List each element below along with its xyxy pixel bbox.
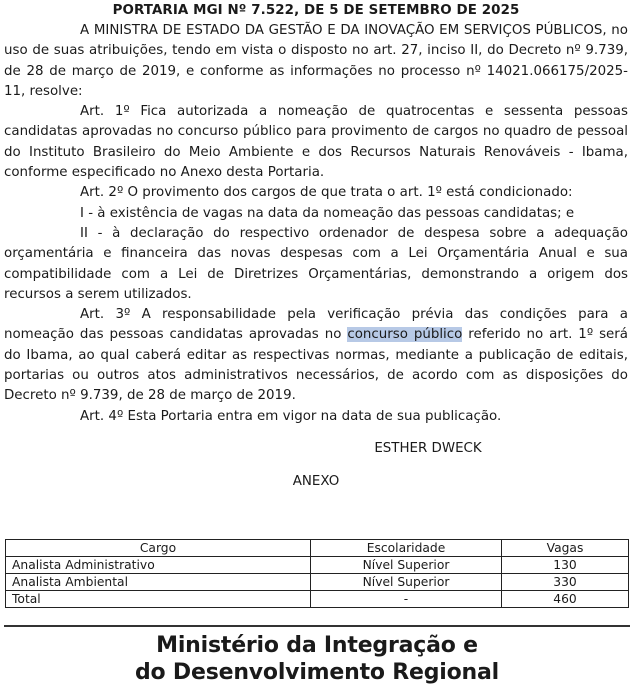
article-2-item-ii: II - à declaração do respectivo ordenador de despesa sobre a adequação orçamentária e financeira das novas despesas com a Lei Orçamentária Anual e sua compatibilidade com a Lei de Diretrizes Orçamentárias, demonstrando a origem dos recursos a serem utilizados. <box>4 225 628 302</box>
article-3-text-before: Art. 3º A responsabilidade pela verificação prévia das condições para a nomeação das pessoas candidatas aprovadas no <box>4 307 628 343</box>
annex-table <box>5 539 629 608</box>
header-escolaridade: Escolaridade <box>311 540 502 557</box>
ministry-heading <box>0 632 634 686</box>
ministry-heading-line-2: do Desenvolvimento Regional <box>135 660 499 685</box>
search-highlight: concurso público <box>347 327 463 343</box>
ordinance-title: PORTARIA MGI Nº 7.522, DE 5 DE SETEMBRO DE 2025 <box>112 3 520 18</box>
table-header-row <box>6 540 629 557</box>
cell-escolaridade: Nível Superior <box>311 574 502 591</box>
article-3 <box>4 305 628 406</box>
article-3-text-after: referido no art. 1º será do Ibama, ao qual caberá editar as respectivas normas, mediante a publicação de editais, portarias ou outros atos administrativos necessários, de acordo com as disposições do Decreto nº 9.739, de 28 de março de 2019. <box>4 327 628 404</box>
cell-cargo: Analista Administrativo <box>6 557 311 574</box>
table-row <box>6 557 629 574</box>
signature: ESTHER DWECK <box>374 440 482 456</box>
cell-escolaridade: Nível Superior <box>311 557 502 574</box>
article-4: Art. 4º Esta Portaria entra em vigor na data de sua publicação. <box>80 408 502 424</box>
header-vagas: Vagas <box>502 540 629 557</box>
article-2-item-i: I - à existência de vagas na data da nomeação das pessoas candidatas; e <box>80 205 575 221</box>
ministry-heading-line-1: Ministério da Integração e <box>156 633 478 658</box>
header-cargo: Cargo <box>6 540 311 557</box>
cell-cargo: Total <box>6 591 311 608</box>
document-page <box>4 0 628 494</box>
cell-vagas: 130 <box>502 557 629 574</box>
annex-title: ANEXO <box>292 474 340 490</box>
cell-cargo: Analista Ambiental <box>6 574 311 591</box>
article-1: Art. 1º Fica autorizada a nomeação de quatrocentas e sessenta pessoas candidatas aprovadas no concurso público para provimento de cargos no quadro de pessoal do Instituto Brasileiro do Meio Ambiente e dos Recursos Naturais Renováveis - Ibama, conforme especificado no Anexo desta Portaria. <box>4 104 628 181</box>
cell-vagas: 330 <box>502 574 629 591</box>
preamble-paragraph: A MINISTRA DE ESTADO DA GESTÃO E DA INOVAÇÃO EM SERVIÇOS PÚBLICOS, no uso de suas atribuições, tendo em vista o disposto no art. 27, inciso II, do Decreto nº 9.739, de 28 de março de 2019, e conforme as informações no processo nº 14021.066175/2025-11, resolve: <box>4 23 628 99</box>
section-divider <box>4 625 630 627</box>
table-row <box>6 574 629 591</box>
article-2: Art. 2º O provimento dos cargos de que trata o art. 1º está condicionado: <box>80 185 573 201</box>
cell-escolaridade: - <box>311 591 502 608</box>
table-total-row <box>6 591 629 608</box>
cell-vagas: 460 <box>502 591 629 608</box>
